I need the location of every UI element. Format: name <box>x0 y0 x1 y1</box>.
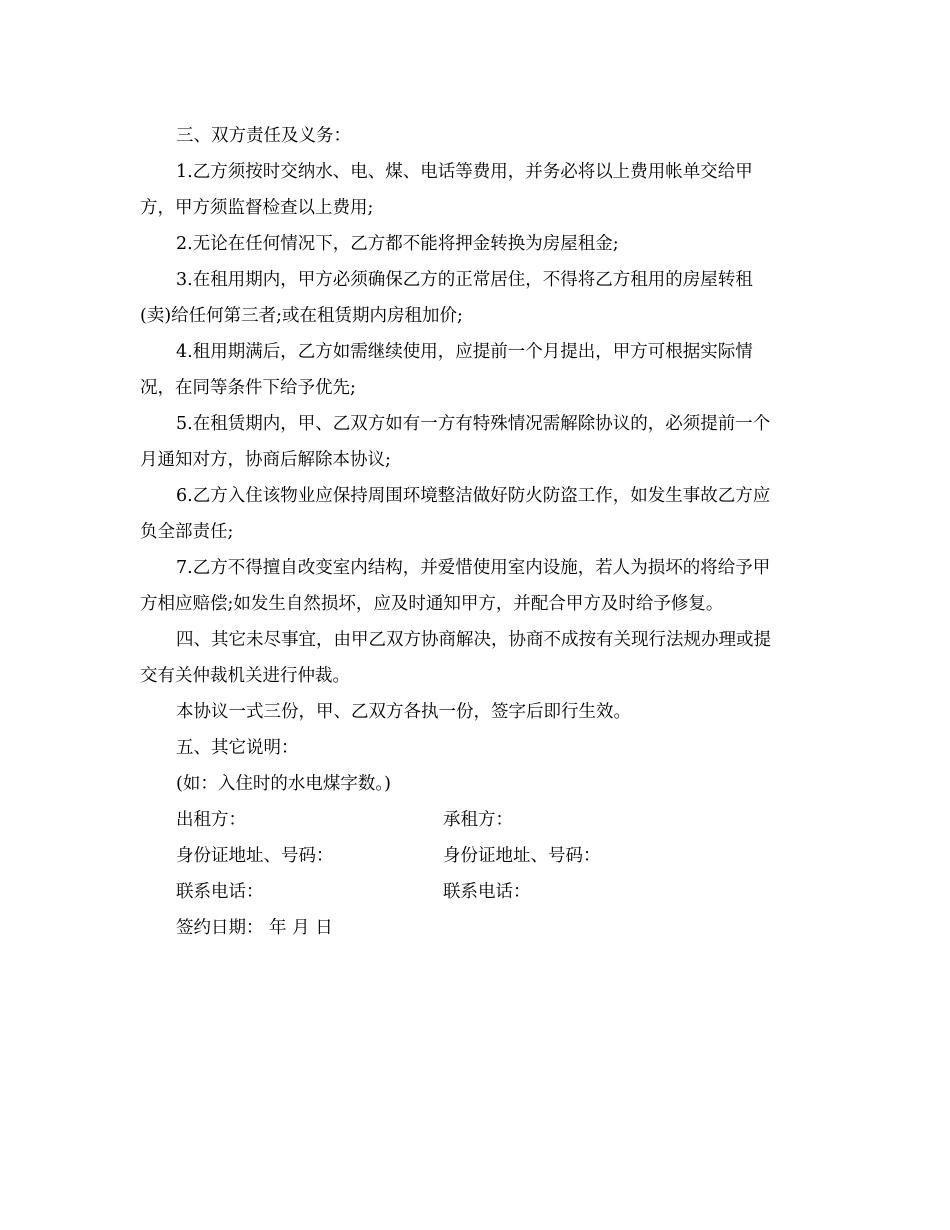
clause-1-line-2: 方，甲方须监督检查以上费用; <box>140 198 374 218</box>
clause-5-line-2: 月通知对方，协商后解除本协议; <box>140 450 391 470</box>
section-five-heading: 五、其它说明： <box>176 738 299 758</box>
signature-row-parties <box>140 802 820 838</box>
clause-1-line-1: 1.乙方须按时交纳水、电、煤、电话等费用，并务必将以上费用帐单交给甲 <box>176 162 753 182</box>
clause-3-line-2: (卖)给任何第三者;或在租赁期内房租加价; <box>140 306 463 326</box>
signature-row-id <box>140 838 820 874</box>
lessee-label: 承租方： <box>443 810 513 830</box>
clause-7-line-1: 7.乙方不得擅自改变室内结构，并爱惜使用室内设施，若人为损坏的将给予甲 <box>176 558 771 578</box>
document-body <box>140 118 820 946</box>
clause-3-line-1: 3.在租用期内，甲方必须确保乙方的正常居住，不得将乙方租用的房屋转租 <box>176 270 753 290</box>
section-four-line-1: 四、其它未尽事宜，由甲乙双方协商解决，协商不成按有关现行法规办理或提 <box>176 630 771 650</box>
lessor-label: 出租方： <box>176 810 246 830</box>
clause-4-line-2: 况，在同等条件下给予优先; <box>140 378 356 398</box>
clause-5-line-1: 5.在租赁期内，甲、乙双方如有一方有特殊情况需解除协议的，必须提前一个 <box>176 414 771 434</box>
section-five-note: (如：入住时的水电煤字数。) <box>176 774 391 794</box>
clause-4-line-1: 4.租用期满后，乙方如需继续使用，应提前一个月提出，甲方可根据实际情 <box>176 342 753 362</box>
clause-2-line-1: 2.无论在任何情况下，乙方都不能将押金转换为房屋租金; <box>176 234 619 254</box>
copies-statement: 本协议一式三份，甲、乙双方各执一份，签字后即行生效。 <box>176 702 631 722</box>
clause-6-line-2: 负全部责任; <box>140 522 234 542</box>
lessor-id-label: 身份证地址、号码： <box>176 846 334 866</box>
lessee-id-label: 身份证地址、号码： <box>443 846 601 866</box>
clause-7-line-2: 方相应赔偿;如发生自然损坏，应及时通知甲方，并配合甲方及时给予修复。 <box>140 594 724 614</box>
sign-date-label: 签约日期： 年 月 日 <box>176 918 333 938</box>
clause-6-line-1: 6.乙方入住该物业应保持周围环境整洁做好防火防盗工作，如发生事故乙方应 <box>176 486 771 506</box>
section-three-heading: 三、双方责任及义务： <box>176 126 351 146</box>
lessor-phone-label: 联系电话： <box>176 882 264 902</box>
signature-row-phone <box>140 874 820 910</box>
lessee-phone-label: 联系电话： <box>443 882 531 902</box>
section-four-line-2: 交有关仲裁机关进行仲裁。 <box>140 666 350 686</box>
